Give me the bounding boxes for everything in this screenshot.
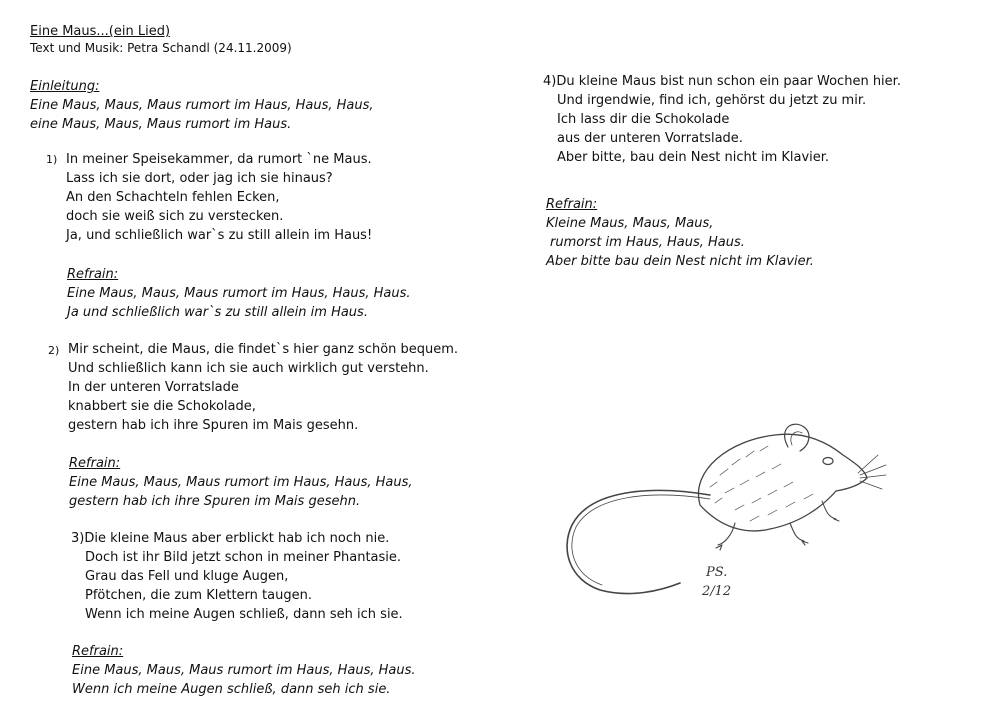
verse4-line: Aber bitte, bau dein Nest nicht im Klavier. xyxy=(557,150,830,165)
verse3-line: 3)Die kleine Maus aber erblickt hab ich noch nie. xyxy=(71,531,390,546)
verse2-line: Und schließlich kann ich sie auch wirklich gut verstehn. xyxy=(68,361,429,376)
song-credit: Text und Musik: Petra Schandl (24.11.2009) xyxy=(30,41,292,55)
refrain2-block xyxy=(69,454,413,511)
refrain4-line: Kleine Maus, Maus, Maus, xyxy=(546,216,714,231)
verse3-line: Pfötchen, die zum Klettern taugen. xyxy=(85,588,312,603)
verse4-block xyxy=(543,72,901,167)
signature-initials: PS. xyxy=(706,565,728,580)
intro-heading: Einleitung: xyxy=(30,79,100,94)
verse1-line: An den Schachteln fehlen Ecken, xyxy=(66,190,280,205)
signature-date: 2/12 xyxy=(702,584,732,599)
intro-line: eine Maus, Maus, Maus rumort im Haus. xyxy=(30,117,292,132)
verse1-line: Lass ich sie dort, oder jag ich sie hinaus? xyxy=(66,171,333,186)
verse1-block xyxy=(66,150,372,245)
verse1-number: 1) xyxy=(46,153,58,166)
refrain3-block xyxy=(72,642,416,699)
refrain4-line: rumorst im Haus, Haus, Haus. xyxy=(550,235,745,250)
refrain1-line: Ja und schließlich war`s zu still allein im Haus. xyxy=(67,305,368,320)
refrain3-line: Eine Maus, Maus, Maus rumort im Haus, Haus, Haus. xyxy=(72,663,416,678)
verse1-line: doch sie weiß sich zu verstecken. xyxy=(66,209,284,224)
refrain3-heading: Refrain: xyxy=(72,644,124,659)
intro-block xyxy=(30,77,374,134)
song-title: Eine Maus...(ein Lied) xyxy=(30,24,171,39)
verse3-line: Grau das Fell und kluge Augen, xyxy=(85,569,289,584)
verse2-line: gestern hab ich ihre Spuren im Mais gesehn. xyxy=(68,418,359,433)
refrain4-line: Aber bitte bau dein Nest nicht im Klavier. xyxy=(546,254,814,269)
verse4-line: aus der unteren Vorratslade. xyxy=(557,131,743,146)
refrain1-line: Eine Maus, Maus, Maus rumort im Haus, Haus, Haus. xyxy=(67,286,411,301)
verse3-block xyxy=(71,529,403,624)
verse2-block xyxy=(68,340,458,435)
verse3-line: Wenn ich meine Augen schließ, dann seh ich sie. xyxy=(85,607,403,622)
intro-line: Eine Maus, Maus, Maus rumort im Haus, Haus, Haus, xyxy=(30,98,374,113)
verse4-line: Ich lass dir die Schokolade xyxy=(557,112,730,127)
refrain2-heading: Refrain: xyxy=(69,456,121,471)
verse2-line: knabbert sie die Schokolade, xyxy=(68,399,256,414)
refrain4-block xyxy=(546,195,814,271)
artist-signature xyxy=(702,563,731,601)
refrain4-heading: Refrain: xyxy=(546,197,598,212)
refrain1-heading: Refrain: xyxy=(67,267,119,282)
verse2-line: Mir scheint, die Maus, die findet`s hier ganz schön bequem. xyxy=(68,342,459,357)
verse4-line: 4)Du kleine Maus bist nun schon ein paar Wochen hier. xyxy=(543,74,901,89)
refrain1-block xyxy=(67,265,411,322)
verse1-line: Ja, und schließlich war`s zu still allein im Haus! xyxy=(66,228,373,243)
refrain2-line: gestern hab ich ihre Spuren im Mais gesehn. xyxy=(69,494,361,509)
verse2-line: In der unteren Vorratslade xyxy=(68,380,239,395)
refrain3-line: Wenn ich meine Augen schließ, dann seh ich sie. xyxy=(72,682,391,697)
verse4-line: Und irgendwie, find ich, gehörst du jetzt zu mir. xyxy=(557,93,867,108)
verse2-number: 2) xyxy=(48,344,60,357)
verse1-line: In meiner Speisekammer, da rumort `ne Maus. xyxy=(66,152,372,167)
verse3-line: Doch ist ihr Bild jetzt schon in meiner Phantasie. xyxy=(85,550,402,565)
refrain2-line: Eine Maus, Maus, Maus rumort im Haus, Haus, Haus, xyxy=(69,475,413,490)
